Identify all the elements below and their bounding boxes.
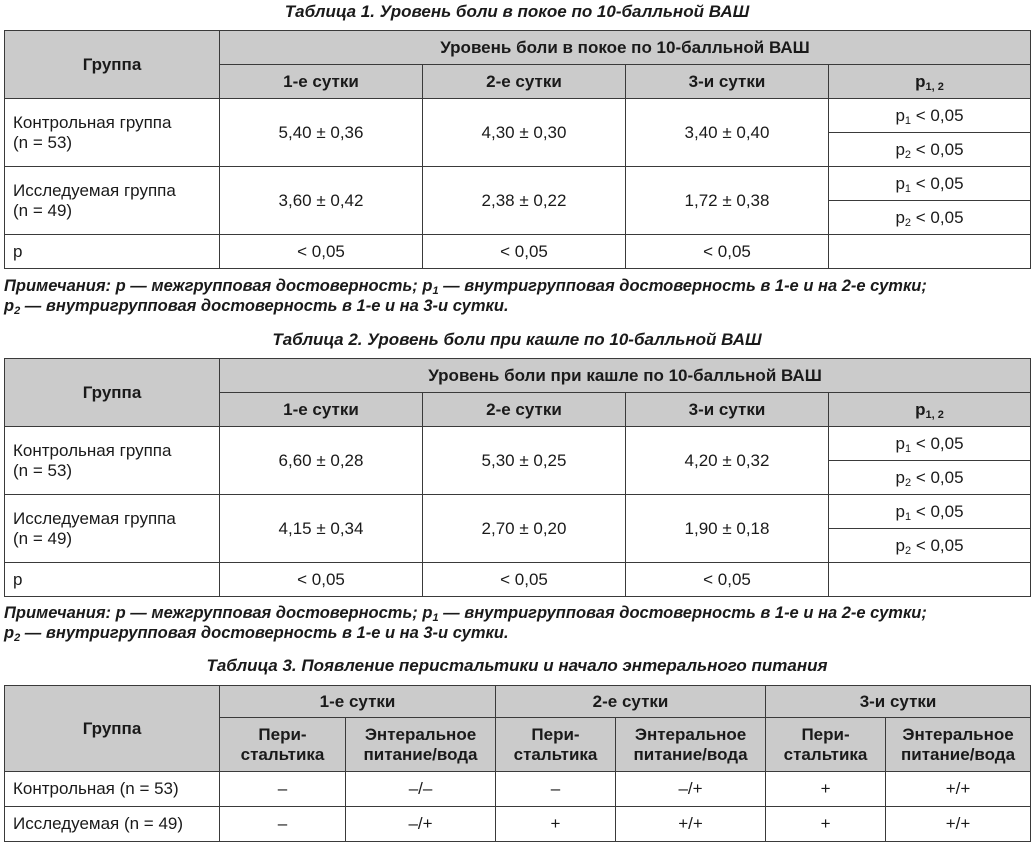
table3-group-header: Группа bbox=[5, 686, 220, 772]
table3-row1-c3: – bbox=[496, 772, 616, 807]
table3-day2-peristalsis-header: Пери- стальтика bbox=[496, 718, 616, 772]
table1-row1-day3: 3,40 ± 0,40 bbox=[626, 99, 829, 167]
table2-row2-p2: $p_2 < 0,05$ bbox=[829, 529, 1031, 563]
table3-row2-group: Исследуемая (n = 49) bbox=[5, 807, 220, 842]
table1 bbox=[4, 30, 1031, 269]
table1-row1-day1: 5,40 ± 0,36 bbox=[220, 99, 423, 167]
table1-row1-day2: 4,30 ± 0,30 bbox=[423, 99, 626, 167]
table1-day3-header: 3-и сутки bbox=[626, 65, 829, 99]
table3-day3-enteral-header: Энтеральное питание/вода bbox=[886, 718, 1031, 772]
table3-row1-c2: –/– bbox=[346, 772, 496, 807]
table2 bbox=[4, 358, 1031, 597]
table3-row2-c1: – bbox=[220, 807, 346, 842]
table3-day2-enteral-header: Энтеральное питание/вода bbox=[616, 718, 766, 772]
table1-day2-header: 2-е сутки bbox=[423, 65, 626, 99]
table3-caption: Таблица 3. Появление перистальтики и начало энтерального питания bbox=[206, 656, 828, 675]
table3-row2-c4: +/+ bbox=[616, 807, 766, 842]
table2-row1-p2: $p_2 < 0,05$ bbox=[829, 461, 1031, 495]
table2-span-header: Уровень боли при кашле по 10-балльной ВАШ bbox=[220, 359, 1031, 393]
table2-row2-group: Исследуемая группа (n = 49) bbox=[5, 495, 220, 563]
table2-row2-day2: 2,70 ± 0,20 bbox=[423, 495, 626, 563]
table2-caption: Таблица 2. Уровень боли при кашле по 10-балльной ВАШ bbox=[272, 330, 762, 349]
table1-row2-p2: $p_2 < 0,05$ bbox=[829, 201, 1031, 235]
table3-row1-c1: – bbox=[220, 772, 346, 807]
table1-caption: Таблица 1. Уровень боли в покое по 10-балльной ВАШ bbox=[284, 2, 750, 21]
table3-day1-header: 1-е сутки bbox=[220, 686, 496, 718]
table3-row1-c4: –/+ bbox=[616, 772, 766, 807]
table2-row1-group: Контрольная группа (n = 53) bbox=[5, 427, 220, 495]
table1-row2-day3: 1,72 ± 0,38 bbox=[626, 167, 829, 235]
table1-row2-p1: $p_1 < 0,05$ bbox=[829, 167, 1031, 201]
table3-row2-c5: + bbox=[766, 807, 886, 842]
table3-row1-c5: + bbox=[766, 772, 886, 807]
table2-group-header: Группа bbox=[5, 359, 220, 427]
table2-note: Примечания: p — межгрупповая достоверность; $p_1$ — внутригрупповая достоверность в 1-е и на 2-е сутки; $p_2$ — внутригрупповая достоверность в 1-е и на 3-и сутки. bbox=[4, 604, 927, 644]
table3-day3-header: 3-и сутки bbox=[766, 686, 1031, 718]
table2-prow-label: p bbox=[5, 563, 220, 597]
table2-row1-day2: 5,30 ± 0,25 bbox=[423, 427, 626, 495]
table2-prow-empty bbox=[829, 563, 1031, 597]
table3-day1-peristalsis-header: Пери- стальтика bbox=[220, 718, 346, 772]
table1-row2-day1: 3,60 ± 0,42 bbox=[220, 167, 423, 235]
table1-prow-day3: < 0,05 bbox=[626, 235, 829, 269]
table1-prow-label: p bbox=[5, 235, 220, 269]
table2-row1-p1: $p_1 < 0,05$ bbox=[829, 427, 1031, 461]
table1-row2-day2: 2,38 ± 0,22 bbox=[423, 167, 626, 235]
table1-prow-empty bbox=[829, 235, 1031, 269]
table3-row1-c6: +/+ bbox=[886, 772, 1031, 807]
table1-p-header: $p_{1, 2}$ bbox=[829, 65, 1031, 99]
table3-day1-enteral-header: Энтеральное питание/вода bbox=[346, 718, 496, 772]
table3 bbox=[4, 685, 1031, 842]
table1-prow-day1: < 0,05 bbox=[220, 235, 423, 269]
table2-p-header: $p_{1, 2}$ bbox=[829, 393, 1031, 427]
table1-day1-header: 1-е сутки bbox=[220, 65, 423, 99]
table2-row2-day3: 1,90 ± 0,18 bbox=[626, 495, 829, 563]
table2-row1-day3: 4,20 ± 0,32 bbox=[626, 427, 829, 495]
table1-note: Примечания: p — межгрупповая достоверность; $p_1$ — внутригрупповая достоверность в 1-е и на 2-е сутки; $p_2$ — внутригрупповая достоверность в 1-е и на 3-и сутки. bbox=[4, 277, 927, 317]
table3-row2-c2: –/+ bbox=[346, 807, 496, 842]
table1-group-header: Группа bbox=[5, 31, 220, 99]
table2-day1-header: 1-е сутки bbox=[220, 393, 423, 427]
table2-prow-day1: < 0,05 bbox=[220, 563, 423, 597]
table2-day3-header: 3-и сутки bbox=[626, 393, 829, 427]
table1-span-header: Уровень боли в покое по 10-балльной ВАШ bbox=[220, 31, 1031, 65]
table2-prow-day2: < 0,05 bbox=[423, 563, 626, 597]
table3-row2-c6: +/+ bbox=[886, 807, 1031, 842]
table-row bbox=[5, 772, 1031, 807]
table1-prow-day2: < 0,05 bbox=[423, 235, 626, 269]
table2-prow-day3: < 0,05 bbox=[626, 563, 829, 597]
table-row bbox=[5, 807, 1031, 842]
table2-row2-p1: $p_1 < 0,05$ bbox=[829, 495, 1031, 529]
table3-row2-c3: + bbox=[496, 807, 616, 842]
table2-row2-day1: 4,15 ± 0,34 bbox=[220, 495, 423, 563]
table1-row1-p2: $p_2 < 0,05$ bbox=[829, 133, 1031, 167]
table3-day3-peristalsis-header: Пери- стальтика bbox=[766, 718, 886, 772]
table1-row1-p1: $p_1 < 0,05$ bbox=[829, 99, 1031, 133]
table2-row1-day1: 6,60 ± 0,28 bbox=[220, 427, 423, 495]
table3-day2-header: 2-е сутки bbox=[496, 686, 766, 718]
table2-day2-header: 2-е сутки bbox=[423, 393, 626, 427]
table3-row1-group: Контрольная (n = 53) bbox=[5, 772, 220, 807]
table1-row1-group: Контрольная группа (n = 53) bbox=[5, 99, 220, 167]
table1-row2-group: Исследуемая группа (n = 49) bbox=[5, 167, 220, 235]
